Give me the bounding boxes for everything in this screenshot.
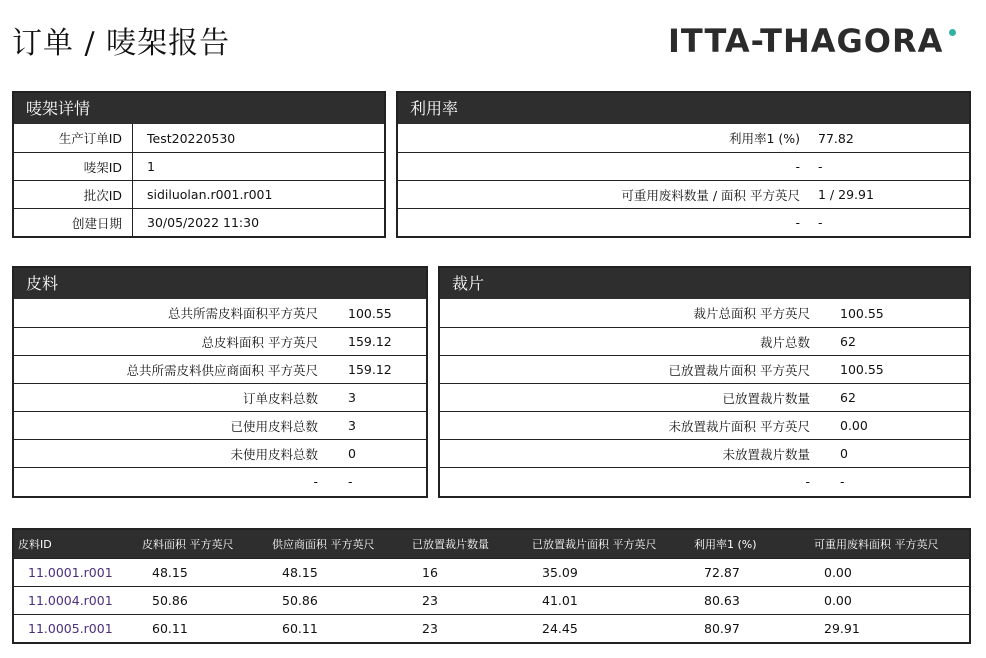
marker-row-created: [14, 208, 384, 236]
table-row: [14, 558, 969, 586]
pieces-heading: 裁片: [440, 268, 969, 299]
row-value: sidiluolan.r001.r001: [147, 187, 273, 202]
table-cell: 23: [422, 593, 438, 608]
row-label: 未放置裁片面积 平方英尺: [668, 418, 810, 434]
row-value: 77.82: [818, 130, 854, 146]
marker-details-heading: 唛架详情: [14, 93, 384, 124]
row-label: 已放置裁片数量: [722, 390, 810, 406]
row-value: 100.55: [840, 362, 884, 377]
hides-panel: [12, 266, 428, 498]
row-value: -: [818, 159, 823, 174]
table-cell: 48.15: [282, 565, 318, 580]
pieces-row: [440, 383, 969, 411]
table-cell: 50.86: [152, 593, 188, 608]
marker-details-rows: [14, 124, 384, 236]
table-cell: 0.00: [824, 565, 852, 580]
hides-rows: [14, 299, 426, 495]
row-label: 利用率1 (%): [728, 131, 800, 146]
row-value: 0.00: [840, 418, 868, 433]
row-label: 未放置裁片数量: [722, 446, 810, 462]
row-label: 可重用废料数量 / 面积 平方英尺: [621, 187, 800, 203]
column-header: 已放置裁片数量: [412, 538, 489, 551]
logo-dot-icon: [949, 29, 956, 36]
row-label: 已放置裁片面积 平方英尺: [668, 362, 810, 378]
row-label: -: [795, 215, 800, 230]
table-cell: 72.87: [704, 565, 740, 580]
row-value: 0: [348, 446, 356, 461]
hide-table: [12, 528, 971, 644]
pieces-row: [440, 355, 969, 383]
page-title: 订单 / 唛架报告: [12, 26, 231, 61]
hides-row: [14, 355, 426, 383]
table-cell: 23: [422, 621, 438, 636]
column-header: 供应商面积 平方英尺: [272, 538, 375, 551]
company-logo: ITTA-THAGORA: [668, 22, 944, 60]
row-label: -: [313, 474, 318, 489]
row-value: 62: [840, 334, 856, 349]
row-value: 1 / 29.91: [818, 187, 874, 202]
utilization-rows: [398, 124, 969, 236]
column-header: 利用率1 (%): [694, 538, 757, 551]
table-cell: 29.91: [824, 621, 860, 636]
table-cell: 80.97: [704, 621, 740, 636]
row-value: 159.12: [348, 362, 392, 377]
table-cell: 24.45: [542, 621, 578, 636]
row-label: -: [795, 159, 800, 174]
hides-heading: 皮料: [14, 268, 426, 299]
marker-row-order-id: [14, 124, 384, 152]
utilization-panel: [396, 91, 971, 238]
row-value: 100.55: [348, 305, 392, 321]
row-label: 已使用皮料总数: [230, 418, 318, 434]
row-label: 总共所需皮料面积平方英尺: [167, 306, 318, 321]
marker-row-marker-id: [14, 152, 384, 180]
utilization-heading: 利用率: [398, 93, 969, 124]
table-cell: 41.01: [542, 593, 578, 608]
row-value: -: [348, 474, 353, 489]
utilization-row: [398, 180, 969, 208]
row-label: 创建日期: [71, 215, 122, 231]
row-label: 唛架ID: [83, 159, 122, 175]
hide-id-link[interactable]: 11.0001.r001: [28, 565, 113, 580]
row-value: 62: [840, 390, 856, 405]
table-row: [14, 586, 969, 614]
hides-row: [14, 439, 426, 467]
table-cell: 48.15: [152, 565, 188, 580]
row-value: 159.12: [348, 334, 392, 349]
row-value: -: [818, 215, 823, 230]
row-value: 1: [147, 159, 155, 174]
hide-table-header: [14, 530, 969, 558]
pieces-row: [440, 299, 969, 327]
table-cell: 50.86: [282, 593, 318, 608]
hide-id-link[interactable]: 11.0004.r001: [28, 593, 113, 608]
row-label: 批次ID: [83, 187, 122, 203]
column-header: 已放置裁片面积 平方英尺: [532, 538, 657, 551]
row-label: 裁片总面积 平方英尺: [693, 306, 810, 321]
utilization-row: [398, 124, 969, 152]
table-row: [14, 614, 969, 642]
row-label: 总皮料面积 平方英尺: [201, 334, 318, 350]
row-value: 100.55: [840, 305, 884, 321]
hides-row: [14, 383, 426, 411]
row-value: 30/05/2022 11:30: [147, 215, 260, 230]
hides-row: [14, 299, 426, 327]
row-label: 未使用皮料总数: [230, 446, 318, 462]
table-cell: 0.00: [824, 593, 852, 608]
pieces-row: [440, 411, 969, 439]
row-label: 订单皮料总数: [242, 390, 318, 406]
row-value: 3: [348, 418, 356, 433]
row-value: Test20220530: [147, 130, 236, 146]
column-header: 皮料ID: [18, 538, 52, 551]
row-value: 3: [348, 390, 356, 405]
utilization-row: [398, 152, 969, 180]
pieces-rows: [440, 299, 969, 495]
row-value: 0: [840, 446, 848, 461]
column-header: 皮料面积 平方英尺: [142, 538, 234, 551]
pieces-row: [440, 327, 969, 355]
table-cell: 60.11: [152, 621, 188, 636]
row-value: -: [840, 474, 845, 489]
table-cell: 16: [422, 565, 438, 580]
hide-id-link[interactable]: 11.0005.r001: [28, 621, 113, 636]
pieces-row: [440, 467, 969, 495]
utilization-row: [398, 208, 969, 236]
row-label: 裁片总数: [759, 334, 810, 350]
marker-row-batch-id: [14, 180, 384, 208]
pieces-row: [440, 439, 969, 467]
marker-details-panel: [12, 91, 386, 238]
hides-row: [14, 411, 426, 439]
table-cell: 35.09: [542, 565, 578, 580]
table-cell: 80.63: [704, 593, 740, 608]
row-label: 生产订单ID: [58, 131, 122, 146]
hides-row: [14, 467, 426, 495]
column-header: 可重用废料面积 平方英尺: [814, 538, 939, 551]
hides-row: [14, 327, 426, 355]
table-cell: 60.11: [282, 621, 318, 636]
row-label: -: [805, 474, 810, 489]
pieces-panel: [438, 266, 971, 498]
row-label: 总共所需皮料供应商面积 平方英尺: [126, 362, 318, 378]
